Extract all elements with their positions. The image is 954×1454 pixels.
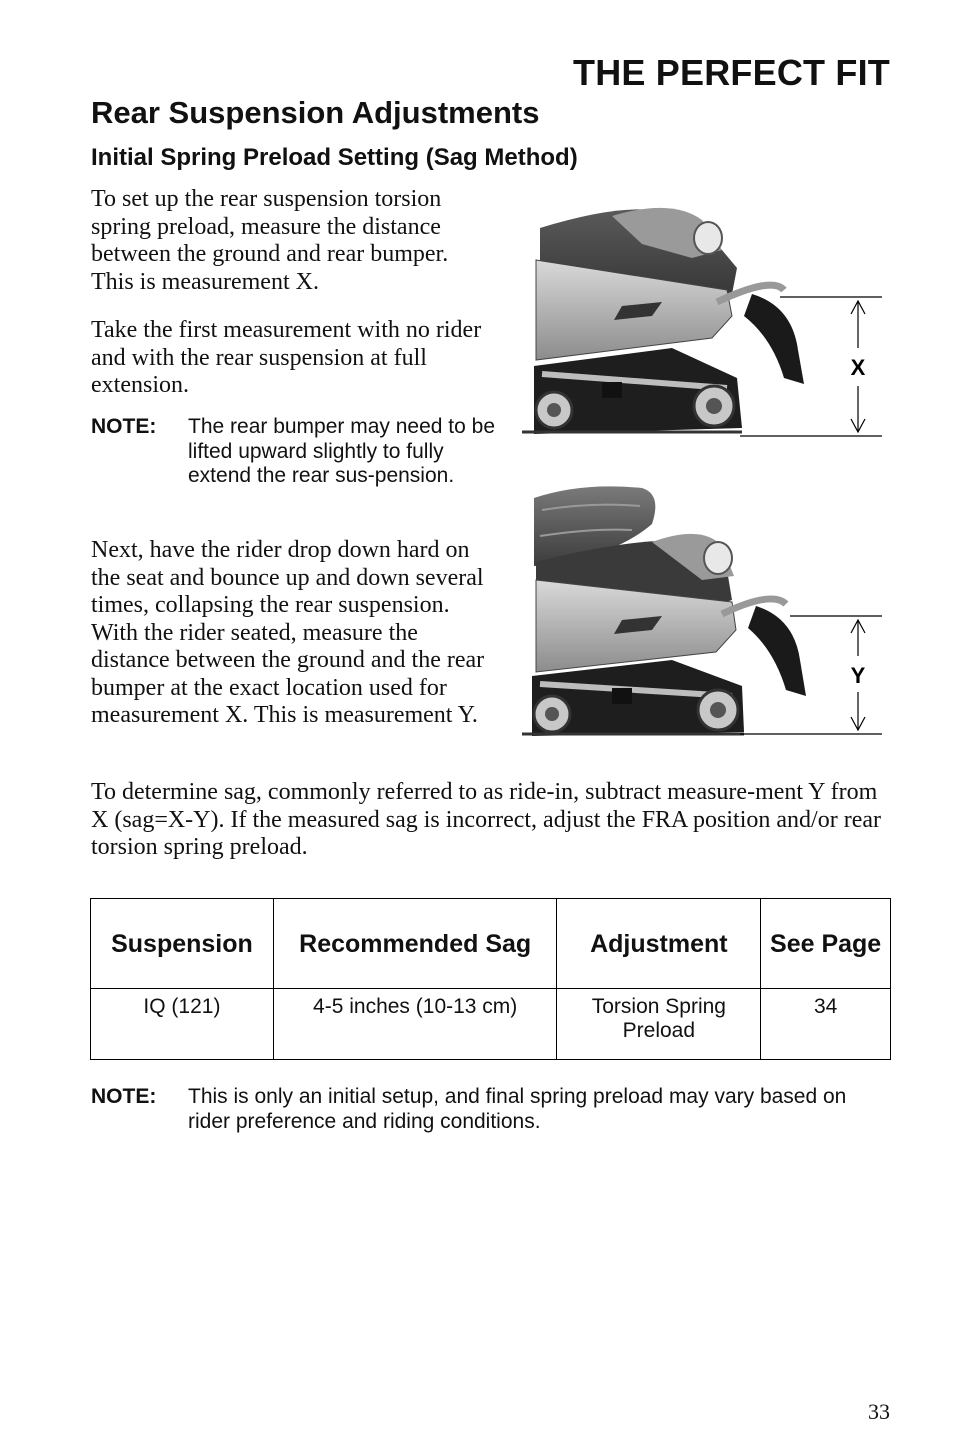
note-text: The rear bumper may need to be lifted upward slightly to fully extend the rear sus-pension. <box>188 415 496 487</box>
snowmobile-rear-photo-x <box>522 198 892 444</box>
paragraph-first-measurement: Take the first measurement with no rider and with the rear suspension at full extension. <box>91 317 482 398</box>
table-header-row <box>91 899 891 989</box>
figure-measurement-x <box>522 198 892 444</box>
header-adjustment: Adjustment <box>557 899 761 989</box>
paragraph-measurement-x: To set up the rear suspension torsion spring preload, measure the distance between the ground and rear bumper. This is measurement X. <box>91 186 449 295</box>
table-row <box>91 989 891 1060</box>
page-number: 33 <box>868 1399 890 1424</box>
paragraph-measurement-y: Next, have the rider drop down hard on the seat and bounce up and down several times, collapsing the rear suspension. With the rider seated, measure the distance between the ground and the rear bumper at the exact location used for measurement X. This is measurement Y. <box>91 537 485 728</box>
cell-suspension: IQ (121) <box>91 989 274 1060</box>
figure-measurement-y <box>522 480 892 742</box>
note-bumper <box>91 415 501 515</box>
cell-recommended-sag: 4-5 inches (10-13 cm) <box>273 989 557 1060</box>
dimension-label-y: Y <box>850 663 866 688</box>
paragraph-determine-sag: To determine sag, commonly referred to as ride-in, subtract measure-ment Y from X (sag=X-Y). If the measured sag is incorrect, adjust the FRA position and/or rear torsion spring preload. <box>91 779 881 860</box>
dimension-label-x: X <box>850 355 866 380</box>
page-subtitle: Initial Spring Preload Setting (Sag Method) <box>91 144 578 171</box>
note-initial-setup <box>91 1085 891 1145</box>
header-suspension: Suspension <box>91 899 274 989</box>
header-recommended-sag: Recommended Sag <box>273 899 557 989</box>
cell-see-page: 34 <box>761 989 891 1060</box>
page-title: Rear Suspension Adjustments <box>91 95 540 130</box>
note-label: NOTE: <box>91 415 157 438</box>
note-label: NOTE: <box>91 1085 157 1108</box>
header-see-page: See Page <box>761 899 891 989</box>
snowmobile-rear-photo-y <box>522 480 892 742</box>
note-text: This is only an initial setup, and final spring preload may vary based on rider preference and riding conditions. <box>188 1085 847 1133</box>
section-header: THE PERFECT FIT <box>573 52 890 93</box>
sag-spec-table <box>90 898 891 1060</box>
cell-adjustment: Torsion Spring Preload <box>557 989 761 1060</box>
